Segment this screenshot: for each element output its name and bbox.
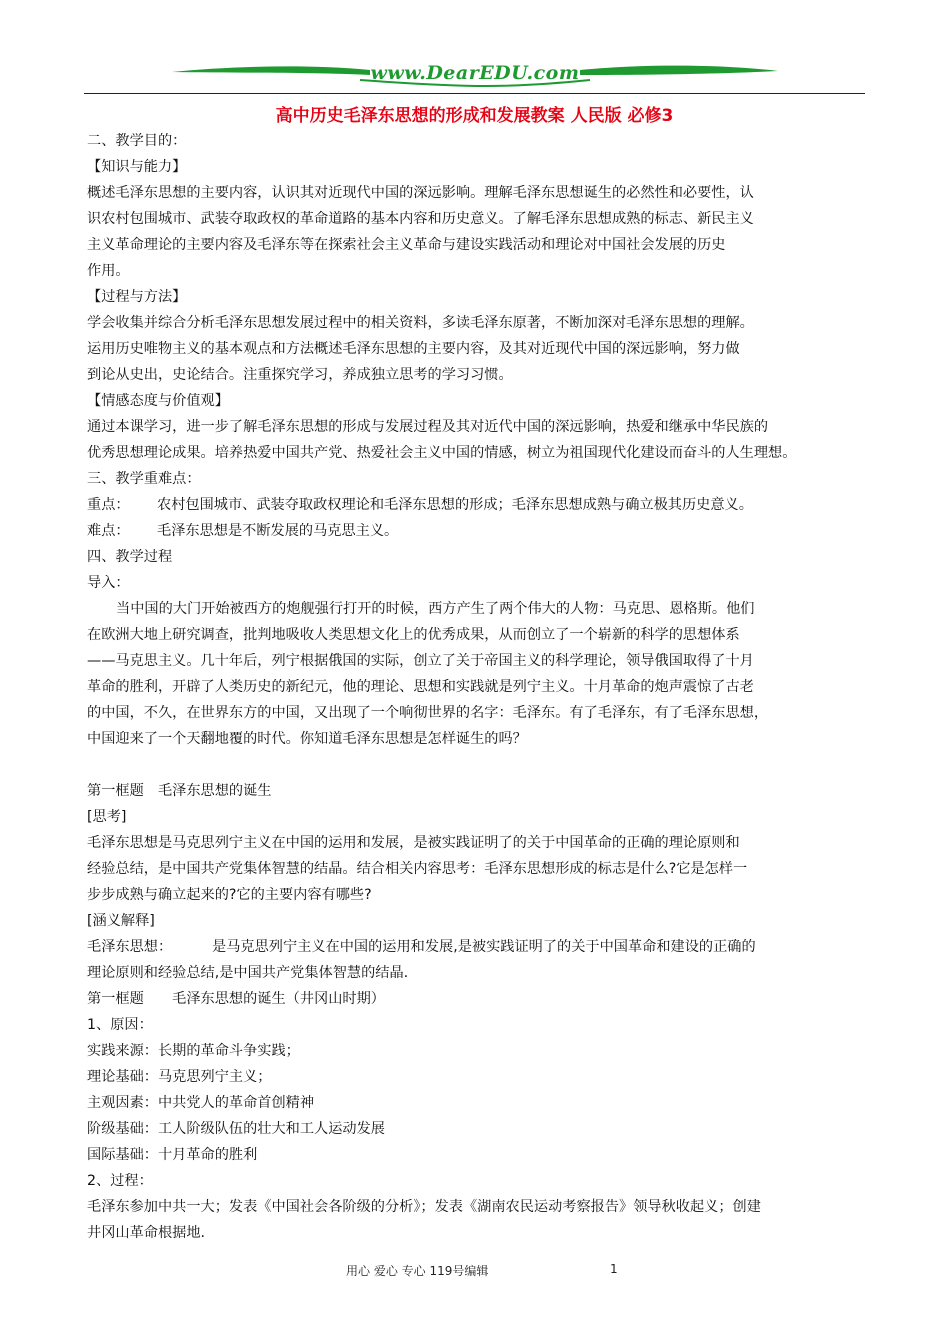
body-line xyxy=(87,518,867,544)
body-line xyxy=(87,1168,867,1194)
line-text: 理论基础：马克思列宁主义； xyxy=(87,1069,272,1085)
line-text: 2、过程： xyxy=(87,1173,153,1189)
body-line xyxy=(87,882,867,908)
line-text: 学会收集并综合分析毛泽东思想发展过程中的相关资料，多读毛泽东原著，不断加深对毛泽东思想的理解。 xyxy=(87,315,754,331)
line-label: 毛泽东思想： xyxy=(87,939,173,955)
line-text: [涵义解释] xyxy=(87,913,155,929)
line-text: 农村包围城市、武装夺取政权理论和毛泽东思想的形成；毛泽东思想成熟与确立极其历史意义。 xyxy=(157,497,753,513)
body-line xyxy=(87,492,867,518)
body-line xyxy=(87,310,867,336)
line-text: 是马克思列宁主义在中国的运用和发展,是被实践证明了的关于中国革命和建设的正确的 xyxy=(212,939,756,955)
body-line xyxy=(87,804,867,830)
site-logo-text[interactable]: www.DearEDU.com xyxy=(370,62,580,84)
line-text: 【知识与能力】 xyxy=(87,159,187,175)
body-line xyxy=(87,596,867,622)
line-text: 实践来源：长期的革命斗争实践； xyxy=(87,1043,300,1059)
body-line xyxy=(87,1116,867,1142)
line-text: 导入： xyxy=(87,575,130,591)
line-text: 主义革命理论的主要内容及毛泽东等在探索社会主义革命与建设实践活动和理论对中国社会发展的历史 xyxy=(87,237,726,253)
footer-text: 用心 爱心 专心 119号编辑 xyxy=(346,1264,489,1278)
line-text: 识农村包围城市、武装夺取政权的革命道路的基本内容和历史意义。了解毛泽东思想成熟的标志、新民主义 xyxy=(87,211,754,227)
line-text: 中国迎来了一个天翻地覆的时代。你知道毛泽东思想是怎样诞生的吗？ xyxy=(87,731,527,747)
line-text: 毛泽东思想是不断发展的马克思主义。 xyxy=(157,523,399,539)
line-text: [思考] xyxy=(87,809,127,825)
body-line xyxy=(87,1012,867,1038)
body-line xyxy=(87,674,867,700)
line-text: 国际基础：十月革命的胜利 xyxy=(87,1147,258,1163)
line-text: 1、原因： xyxy=(87,1017,153,1033)
line-text: 概述毛泽东思想的主要内容，认识其对近现代中国的深远影响。理解毛泽东思想诞生的必然性和必要性，认 xyxy=(87,185,754,201)
line-text: 运用历史唯物主义的基本观点和方法概述毛泽东思想的主要内容，及其对近现代中国的深远影响，努力做 xyxy=(87,341,740,357)
line-text: ——马克思主义。几十年后，列宁根据俄国的实际，创立了关于帝国主义的科学理论，领导俄国取得了十月 xyxy=(87,653,754,669)
header-divider xyxy=(84,93,865,94)
document-title: 高中历史毛泽东思想的形成和发展教案 人民版 必修3 xyxy=(275,106,674,126)
body-line xyxy=(87,726,867,752)
line-text: 四、教学过程 xyxy=(87,549,173,565)
line-text: 【情感态度与价值观】 xyxy=(87,393,229,409)
body-line xyxy=(87,570,867,596)
body-line xyxy=(87,622,867,648)
line-text: 阶级基础：工人阶级队伍的壮大和工人运动发展 xyxy=(87,1121,385,1137)
line-text: 的中国，不久，在世界东方的中国，又出现了一个响彻世界的名字：毛泽东。有了毛泽东，有了毛泽东思想， xyxy=(87,705,769,721)
line-text: 当中国的大门开始被西方的炮舰强行打开的时候，西方产生了两个伟大的人物：马克思、恩格斯。他们 xyxy=(116,601,755,617)
line-text: 优秀思想理论成果。培养热爱中国共产党、热爱社会主义中国的情感，树立为祖国现代化建设而奋斗的人生理想。 xyxy=(87,445,797,461)
body-line xyxy=(87,180,867,206)
line-text: 到论从史出，史论结合。注重探究学习，养成独立思考的学习习惯。 xyxy=(87,367,513,383)
body-line xyxy=(87,362,867,388)
body-line xyxy=(87,128,867,154)
blank-line xyxy=(87,752,867,778)
line-text: 第一框题 毛泽东思想的诞生 xyxy=(87,783,272,799)
page-footer xyxy=(0,1262,950,1282)
line-text: 理论原则和经验总结,是中国共产党集体智慧的结晶. xyxy=(87,965,409,981)
line-text: 作用。 xyxy=(87,263,130,279)
body-line xyxy=(87,648,867,674)
line-text: 二、教学目的： xyxy=(87,133,187,149)
line-text: 毛泽东思想是马克思列宁主义在中国的运用和发展，是被实践证明了的关于中国革命的正确的理论原则和 xyxy=(87,835,740,851)
body-line xyxy=(87,206,867,232)
body-line xyxy=(87,908,867,934)
line-text: 经验总结，是中国共产党集体智慧的结晶。结合相关内容思考：毛泽东思想形成的标志是什么?它是怎样一 xyxy=(87,861,748,877)
body-line xyxy=(87,544,867,570)
line-text: 【过程与方法】 xyxy=(87,289,187,305)
line-text: 在欧洲大地上研究调查，批判地吸收人类思想文化上的优秀成果，从而创立了一个崭新的科学的思想体系 xyxy=(87,627,740,643)
line-text: 第一框题 毛泽东思想的诞生（井冈山时期） xyxy=(87,991,385,1007)
body-line xyxy=(87,830,867,856)
body-line xyxy=(87,778,867,804)
line-text: 毛泽东参加中共一大；发表《中国社会各阶级的分析》；发表《湖南农民运动考察报告》领导秋收起义；创建 xyxy=(87,1199,761,1215)
body-line xyxy=(87,258,867,284)
body-line xyxy=(87,336,867,362)
body-line xyxy=(87,1038,867,1064)
body-line xyxy=(87,440,867,466)
body-line xyxy=(87,986,867,1012)
site-header-banner xyxy=(170,58,780,94)
body-line xyxy=(87,960,867,986)
page-number: 1 xyxy=(610,1262,618,1276)
body-line xyxy=(87,934,867,960)
body-line xyxy=(87,1220,867,1246)
line-text: 三、教学重难点： xyxy=(87,471,201,487)
body-line xyxy=(87,700,867,726)
body-line xyxy=(87,284,867,310)
body-line xyxy=(87,1090,867,1116)
line-text: 井冈山革命根据地. xyxy=(87,1225,206,1241)
body-line xyxy=(87,1142,867,1168)
line-text: 步步成熟与确立起来的?它的主要内容有哪些? xyxy=(87,887,372,903)
body-line xyxy=(87,1064,867,1090)
line-text: 主观因素：中共党人的革命首创精神 xyxy=(87,1095,315,1111)
body-line xyxy=(87,466,867,492)
body-line xyxy=(87,856,867,882)
body-line xyxy=(87,388,867,414)
body-line xyxy=(87,232,867,258)
line-label: 重点： xyxy=(87,497,130,513)
body-line xyxy=(87,154,867,180)
document-body xyxy=(87,128,867,1246)
line-text: 通过本课学习，进一步了解毛泽东思想的形成与发展过程及其对近代中国的深远影响，热爱和继承中华民族的 xyxy=(87,419,769,435)
body-line xyxy=(87,1194,867,1220)
body-line xyxy=(87,414,867,440)
line-label: 难点： xyxy=(87,523,130,539)
line-text: 革命的胜利，开辟了人类历史的新纪元，他的理论、思想和实践就是列宁主义。十月革命的炮声震惊了古老 xyxy=(87,679,754,695)
